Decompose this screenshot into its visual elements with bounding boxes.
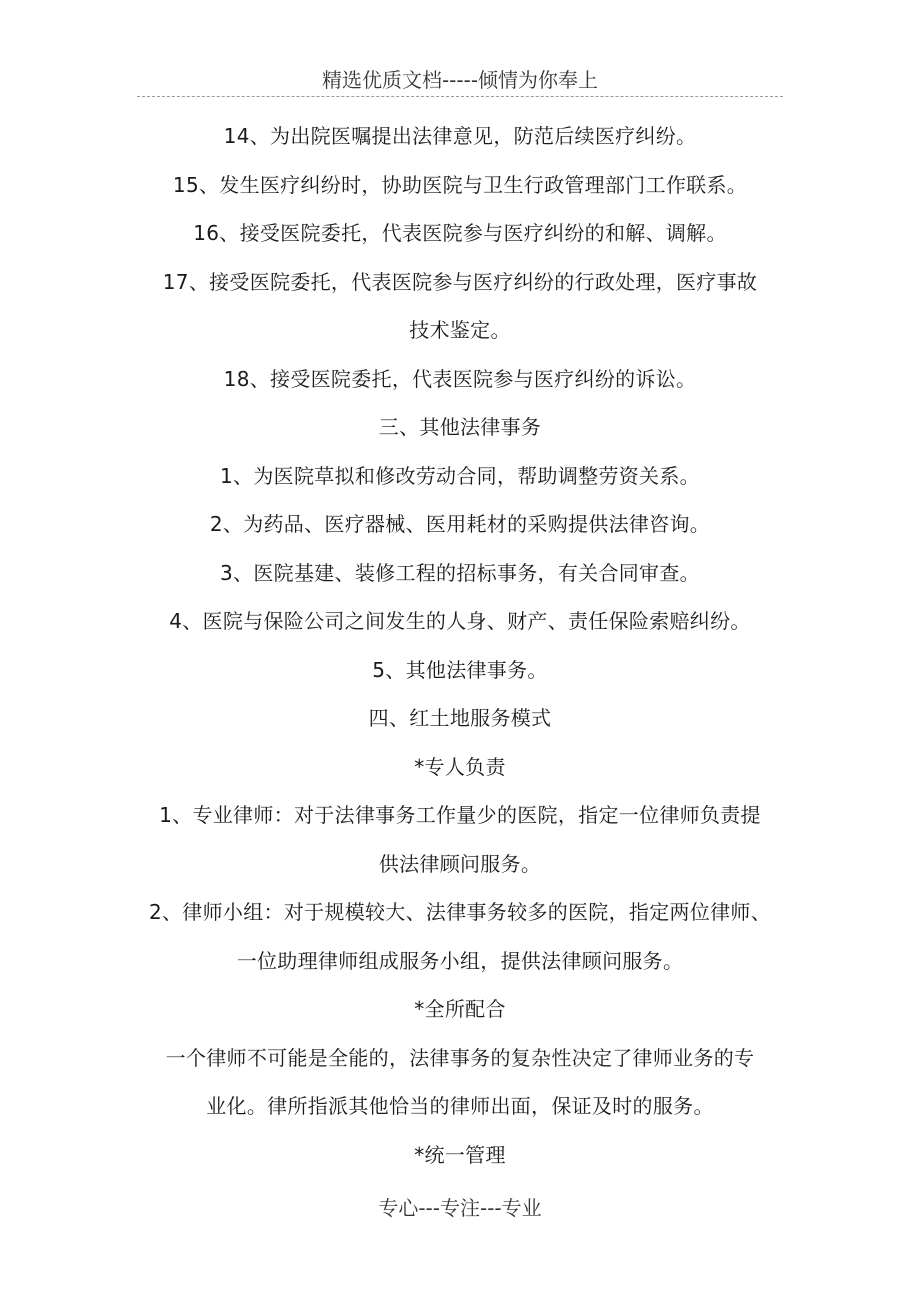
text-line: 18、接受医院委托，代表医院参与医疗纠纷的诉讼。	[223, 366, 697, 391]
subheading: *统一管理	[414, 1142, 506, 1167]
text-line: 供法律顾问服务。	[378, 851, 542, 876]
text-line: 1、专业律师：对于法律事务工作量少的医院，指定一位律师负责提	[159, 803, 761, 827]
text-line: 2、为药品、医疗器械、医用耗材的采购提供法律咨询。	[209, 512, 711, 536]
text-line: 一位助理律师组成服务小组，提供法律顾问服务。	[236, 948, 684, 973]
page-footer: 专心---专注---专业	[378, 1196, 542, 1220]
text-line: 一个律师不可能是全能的，法律事务的复杂性决定了律师业务的专	[165, 1045, 755, 1070]
subheading: *专人负责	[414, 754, 506, 779]
text-line: 16、接受医院委托，代表医院参与医疗纠纷的和解、调解。	[193, 221, 727, 245]
text-line: 技术鉴定。	[409, 318, 511, 342]
document-body	[135, 112, 785, 1179]
text-line: 17、接受医院委托，代表医院参与医疗纠纷的行政处理，医疗事故	[162, 269, 758, 294]
text-line: 业化。律所指派其他恰当的律师出面，保证及时的服务。	[206, 1094, 714, 1118]
section-heading: 三、其他法律事务	[378, 415, 542, 439]
subheading: *全所配合	[414, 997, 506, 1021]
text-line: 4、医院与保险公司之间发生的人身、财产、责任保险索赔纠纷。	[169, 609, 751, 633]
section-heading: 四、红土地服务模式	[368, 706, 552, 730]
text-line: 14、为出院医嘱提出法律意见，防范后续医疗纠纷。	[223, 124, 697, 148]
text-line: 2、律师小组：对于规模较大、法律事务较多的医院，指定两位律师、	[148, 900, 772, 924]
text-line: 1、为医院草拟和修改劳动合同，帮助调整劳资关系。	[220, 463, 700, 488]
text-line: 15、发生医疗纠纷时，协助医院与卫生行政管理部门工作联系。	[172, 172, 748, 197]
page-header: 精选优质文档-----倾情为你奉上	[321, 68, 599, 92]
text-line: 5、其他法律事务。	[372, 657, 548, 682]
header-divider	[137, 96, 783, 97]
text-line: 3、医院基建、装修工程的招标事务，有关合同审查。	[220, 560, 700, 585]
